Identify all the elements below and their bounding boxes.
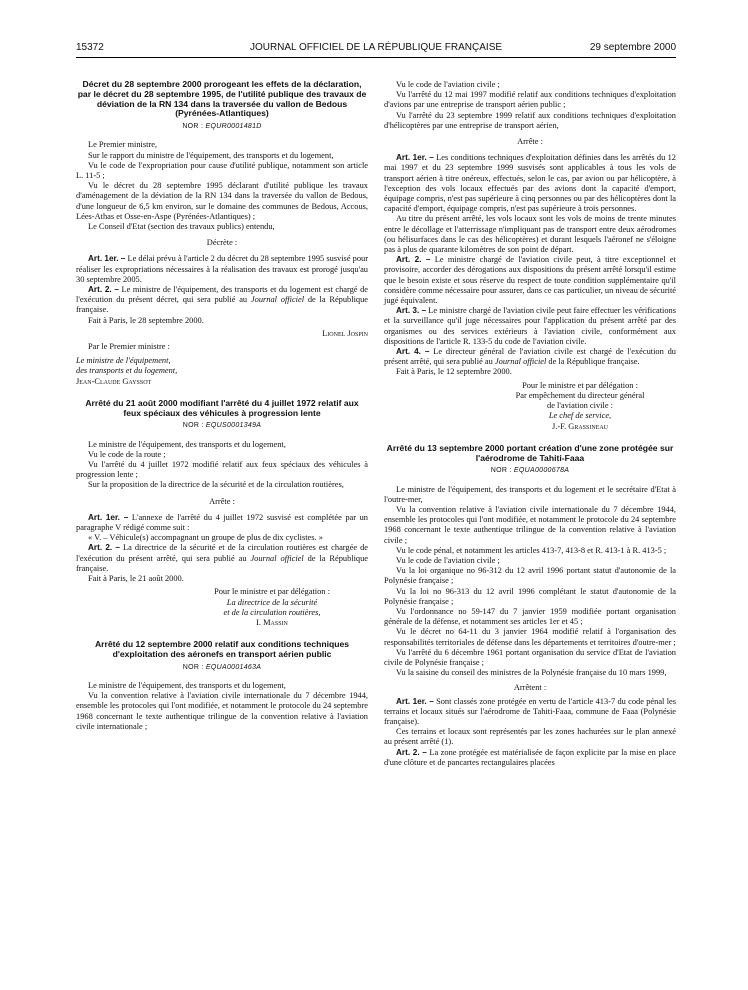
decrete-label: Décrète : xyxy=(206,238,238,248)
arrete-title: Arrêté du 21 août 2000 modifiant l'arrêté du 4 juillet 1972 relatif aux feux spéciaux des véhicules à progression lente xyxy=(85,397,359,418)
article-2: Art. 2. – Le ministre chargé de l'aviation civile peut, à titre exceptionnel et provisoire, accorder des dérogations aux dispositions du présent arrêté lorsqu'il estime que le besoin existe et sous réserve du respect de toute condition supplémentaire qu'il considère comme nécessaire pour assurer, dans ce cas particulier, un niveau de sécurité jugé équivalent. xyxy=(384,255,676,306)
arrete-feux-speciaux xyxy=(76,399,368,628)
arrete-title: Arrêté du 12 septembre 2000 relatif aux conditions techniques d'exploitation des aéronefs en transport aérien public xyxy=(94,639,350,659)
paragraph: Vu le code de l'expropriation pour cause d'utilité publique, notamment son article L. 11-5 ; xyxy=(76,160,368,180)
paragraph: Vu la convention relative à l'aviation civile internationale du 7 décembre 1944, ensemble les protocoles qui l'ont modifiée, et notamment le protocole du 24 septembre 1968 concernant le texte authentique trilingue de la convention relative à l'aviation civile internationale ; xyxy=(76,691,368,731)
arrete-tahiti-faaa xyxy=(384,444,676,768)
paragraph: Vu le code pénal, et notamment les articles 413-7, 413-8 et R. 413-1 à R. 413-5 ; xyxy=(396,545,667,555)
countersignature: Par le Premier ministre : Le ministre de l'équipement, des transports et du logement, Jean-Claude Gayssot xyxy=(76,342,178,386)
left-column xyxy=(76,80,368,732)
paragraph: Vu l'ordonnance no 59-147 du 7 janvier 1959 modifiée portant organisation générale de la défense, et notamment ses articles 1er et 45 ; xyxy=(384,606,676,627)
journal-title: JOURNAL OFFICIEL DE LA RÉPUBLIQUE FRANÇAISE xyxy=(249,42,503,53)
nor-reference: NOR : EQUA0000678A xyxy=(490,467,570,475)
paragraph: Vu la loi no 96-313 du 12 avril 1996 complétant le statut d'autonomie de la Polynésie française ; xyxy=(384,586,676,606)
quote: « V. – Véhicule(s) accompagnant un groupe de plus de dix cyclistes. » xyxy=(88,533,323,543)
paragraph: Le ministre de l'équipement, des transports et du logement, xyxy=(88,439,286,449)
page-number: 15372 xyxy=(76,42,104,53)
article-1: Art. 1er. – Les conditions techniques d'exploitation définies dans les arrêtés du 12 mai 1997 et du 23 septembre 1999 susvisés sont applicables à tous les vols de transport aérien à titre onéreux, effectués, selon le cas, par avion ou par hélicoptère, à l'exception des vols locaux effectués par des avions dont la capacité d'emport, équipage compris, n'est pas supérieure à cinq personnes ou par des hélicoptères dont la capacité d'emport, équipage compris, n'est pas supérieure à trois personnes. xyxy=(384,153,676,214)
article-1: Art. 1er. – Le délai prévu à l'article 2 du décret du 28 septembre 1995 susvisé pour réaliser les expropriations nécessaires à la réalisation des travaux est prorogé jusqu'au 30 septembre 2005. xyxy=(76,254,368,284)
paragraph: Vu le décret no 64-11 du 3 janvier 1964 modifié relatif à l'organisation des responsabilités territoriales de défense dans les départements et territoires d'outre-mer ; xyxy=(384,627,676,647)
paragraph: Vu l'arrêté du 4 juillet 1972 modifié relatif aux feux spéciaux des véhicules à progression lente ; xyxy=(76,460,368,480)
paragraph: Vu le code de l'aviation civile ; xyxy=(396,555,500,565)
paragraph: Vu l'arrêté du 23 septembre 1999 relatif aux conditions techniques d'exploitation d'hélicoptères par une entreprise de transport aérien, xyxy=(384,110,676,130)
right-column xyxy=(384,80,676,768)
article-2: Art. 2. – La directrice de la sécurité et de la circulation routières est chargée de l'exécution du présent arrêté, qui sera publié au Journal officiel de la République française. xyxy=(76,543,369,573)
nor-reference: NOR : EQUR0001481D xyxy=(182,123,262,131)
arrete-transport-aerien-continued xyxy=(384,80,676,432)
paragraph: Le Conseil d'Etat (section des travaux publics) entendu, xyxy=(88,222,275,232)
arrete-transport-aerien xyxy=(76,640,368,732)
paragraph: Vu la saisine du conseil des ministres de la Polynésie française du 10 mars 1999, xyxy=(396,668,667,678)
paragraph: Vu la convention relative à l'aviation civile internationale du 7 décembre 1944, ensemble les protocoles qui l'ont modifiée, et notamment le protocole du 24 septembre 1968 concernant le texte authentique trilingue de la convention relative à l'aviation civile ; xyxy=(384,504,676,545)
fait-a-paris: Fait à Paris, le 28 septembre 2000. xyxy=(88,315,204,325)
paragraph: Ces terrains et locaux sont représentés par les zones hachurées sur le plan annexé au présent arrêté (1). xyxy=(384,727,676,747)
fait-a-paris: Fait à Paris, le 12 septembre 2000. xyxy=(396,367,512,377)
paragraph: Sur la proposition de la directrice de la sécurité et de la circulation routières, xyxy=(88,480,344,490)
header-rule xyxy=(76,57,676,58)
paragraph: Sur le rapport du ministre de l'équipement, des transports et du logement, xyxy=(88,150,334,160)
arrete-title: Arrêté du 13 septembre 2000 portant création d'une zone protégée sur l'aérodrome de Tahiti-Faaa xyxy=(386,442,674,463)
paragraph: Vu le décret du 28 septembre 1995 déclarant d'utilité publique les travaux d'aménagement de la déviation de la RN 134 dans la traversée du vallon de Bedous, d'une longueur de 6,5 km environ, sur le domaine des communes de Bedous, Accous, Lées-Athas et Osse-en-Aspe (Pyrénées-Atlantiques) ; xyxy=(76,181,368,221)
paragraph: Au titre du présent arrêté, les vols locaux sont les vols de moins de trente minutes entre le décollage et l'atterrissage n'impliquant pas de transport entre deux aérodromes (ou hélisurfaces dans le cas des hélicoptères) et durant lesquels l'aéronef ne s'éloigne pas à plus de quarante kilomètres de son point de départ. xyxy=(384,214,676,255)
signature-block: Pour le ministre et par délégation : Par empêchement du directeur général de l'aviation civile : Le chef de service, J.-F. Grassineau xyxy=(515,380,645,431)
arrete-label: Arrête : xyxy=(517,137,543,147)
signer-name: Lionel Jospin xyxy=(322,328,368,338)
paragraph: Vu le code de la route ; xyxy=(88,449,166,459)
paragraph: Le Premier ministre, xyxy=(88,140,158,150)
article-1: Art. 1er. – Sont classés zone protégée en vertu de l'article 413-7 du code pénal les terrains et locaux situés sur l'aérodrome de Tahiti-Faaa, commune de Faaa (Polynésie française). xyxy=(384,696,676,726)
signature-block: Pour le ministre et par délégation : La directrice de la sécurité et de la circulation routières, I. Massin xyxy=(214,587,330,627)
paragraph: Vu la loi organique no 96-312 du 12 avril 1996 portant statut d'autonomie de la Polynésie française ; xyxy=(384,566,676,586)
arrete-label: Arrête : xyxy=(209,496,235,506)
nor-reference: NOR : EQUA0001463A xyxy=(182,663,262,671)
decree-title: Décret du 28 septembre 2000 prorogeant les effets de la déclaration, par le décret du 28 septembre 1995, de l'utilité publique des travaux de déviation de la RN 134 dans la traversée du vallon de Bedous (Pyrénées-Atlantiques) xyxy=(77,79,367,119)
paragraph: Vu l'arrêté du 12 mai 1997 modifié relatif aux conditions techniques d'exploitation d'avions par une entreprise de transport aérien public ; xyxy=(384,90,676,110)
paragraph: Le ministre de l'équipement, des transports et du logement, xyxy=(88,680,286,690)
decree-bedous xyxy=(76,80,368,387)
page-header xyxy=(76,42,676,56)
fait-a-paris: Fait à Paris, le 21 août 2000. xyxy=(88,574,184,584)
paragraph: Vu l'arrêté du 6 décembre 1961 portant organisation du service d'Etat de l'aviation civile de Polynésie française ; xyxy=(384,647,676,667)
article-1: Art. 1er. – L'annexe de l'arrêté du 4 juillet 1972 susvisé est complétée par un paragraphe V rédigé comme suit : xyxy=(76,512,368,533)
article-3: Art. 3. – Le ministre chargé de l'aviation civile peut faire effectuer les vérifications et la surveillance qu'il juge nécessaires pour l'application du présent arrêté par des organismes ou des services extérieurs à l'aviation civile, conformément aux dispositions de l'article R. 133-5 du code de l'aviation civile. xyxy=(384,306,676,346)
paragraph: Vu le code de l'aviation civile ; xyxy=(396,80,500,89)
paragraph: Le ministre de l'équipement, des transports et du logement et le secrétaire d'Etat à l'outre-mer, xyxy=(384,484,676,504)
arretent-label: Arrêtent : xyxy=(513,683,547,693)
article-2: Art. 2. – Le ministre de l'équipement, des transports et du logement est chargé de l'exécution du présent décret, qui sera publié au Journal officiel de la République française. xyxy=(76,285,368,315)
issue-date: 29 septembre 2000 xyxy=(589,42,676,53)
article-2: Art. 2. – La zone protégée est matérialisée de façon explicite par la mise en place d'une clôture et de pancartes rectangulaires placées xyxy=(384,747,676,767)
nor-reference: NOR : EQUS0001349A xyxy=(182,422,262,430)
article-4: Art. 4. – Le directeur général de l'aviation civile est chargé de l'exécution du présent arrêté, qui sera publié au Journal officiel de la République française. xyxy=(384,347,676,367)
